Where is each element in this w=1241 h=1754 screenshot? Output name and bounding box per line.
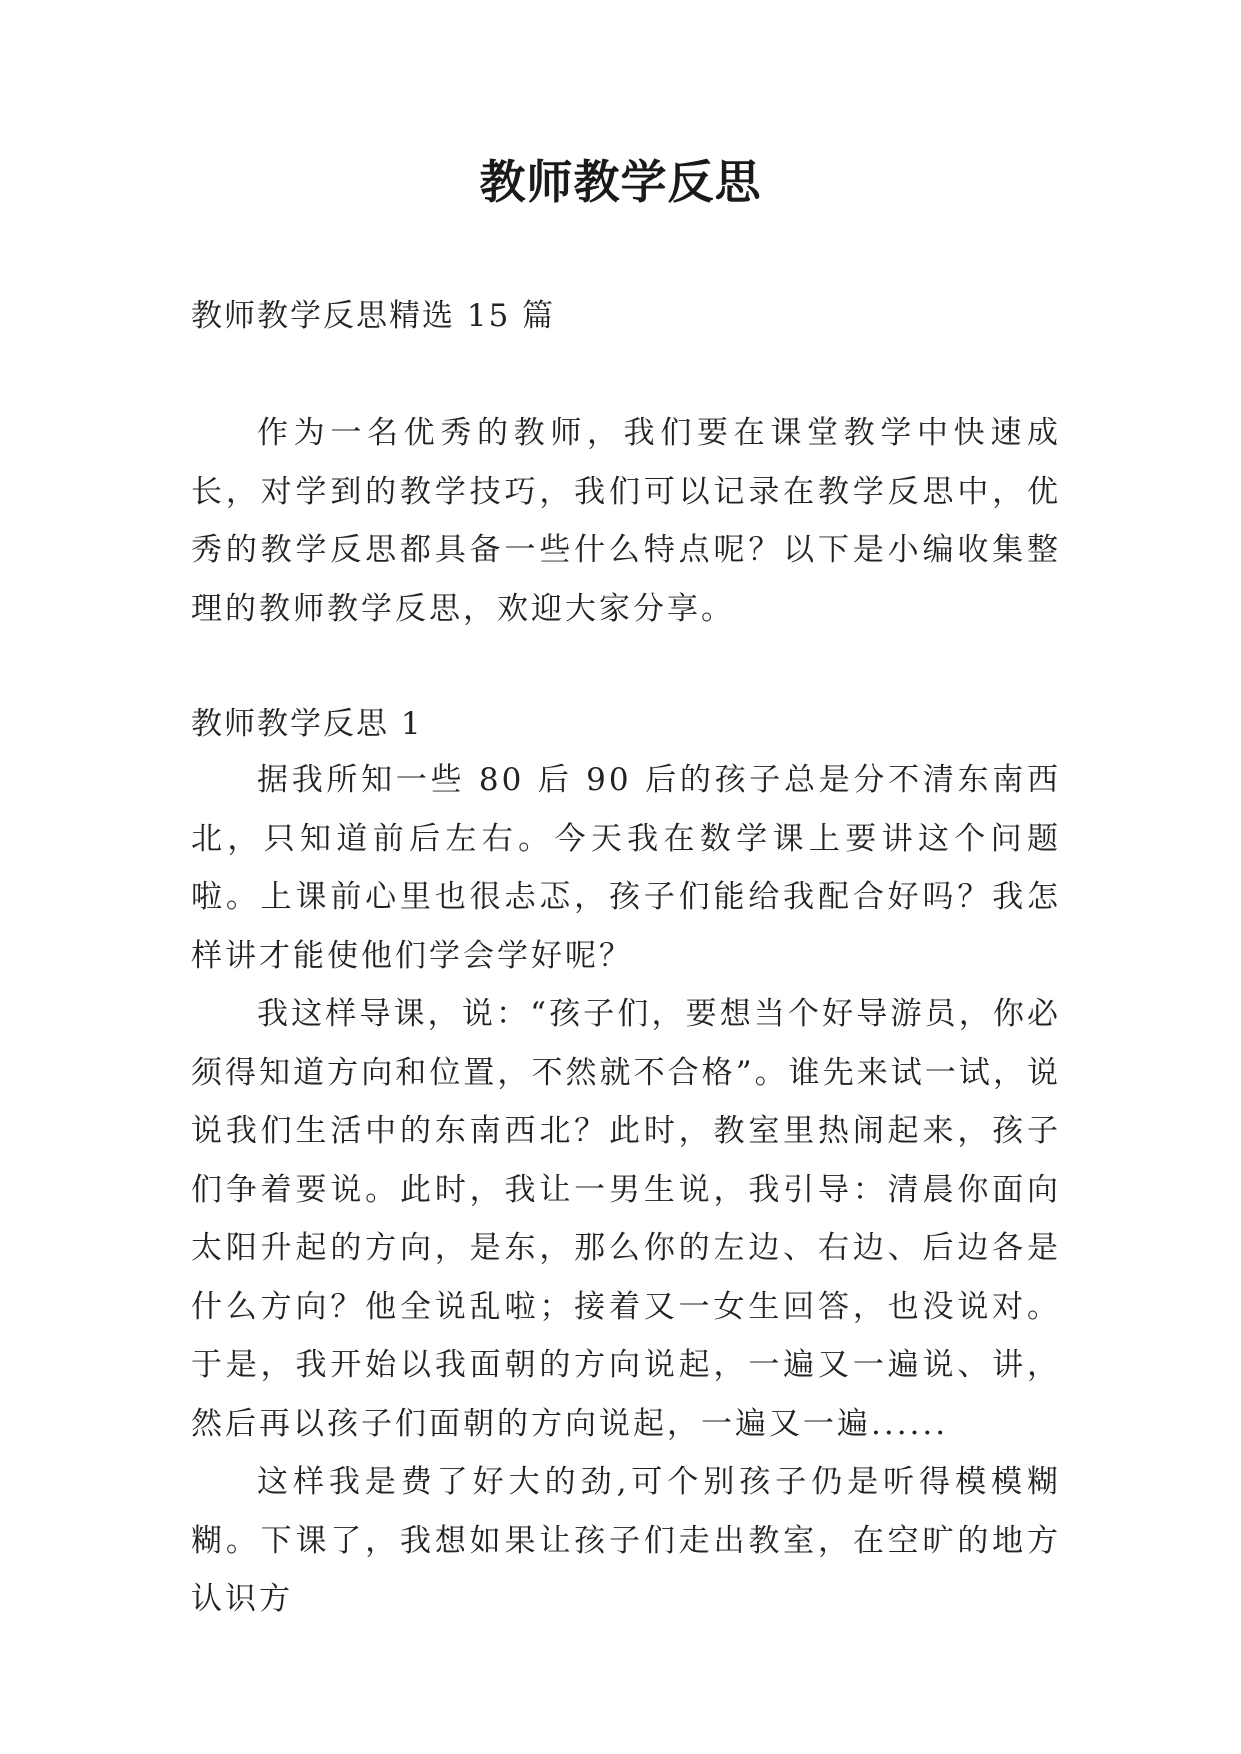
- document-title: 教师教学反思: [479, 155, 762, 209]
- section-heading: 教师教学反思 1: [191, 706, 423, 742]
- body-paragraph: 据我所知一些 80 后 90 后的孩子总是分不清东南西北，只知道前后左右。今天我在数学课上要讲这个问题啦。上课前心里也很忐忑，孩子们能给我配合好吗？我怎样讲才能使他们学会学好呢？: [191, 762, 1061, 974]
- body-paragraph: 我这样导课，说：“孩子们，要想当个好导游员，你必须得知道方向和位置，不然就不合格”。谁先来试一试，说说我们生活中的东南西北？此时，教室里热闹起来，孩子们争着要说。此时，我让一男生说，我引导：清晨你面向太阳升起的方向，是东，那么你的左边、右边、后边各是什么方向？他全说乱啦；接着又一女生回答，也没说对。于是，我开始以我面朝的方向说起，一遍又一遍说、讲，然后再以孩子们面朝的方向说起，一遍又一遍......: [191, 996, 1061, 1442]
- intro-paragraph: 作为一名优秀的教师，我们要在课堂教学中快速成长，对学到的教学技巧，我们可以记录在教学反思中，优秀的教学反思都具备一些什么特点呢？以下是小编收集整理的教师教学反思，欢迎大家分享。: [191, 415, 1061, 627]
- body-paragraph: 这样我是费了好大的劲,可个别孩子仍是听得模模糊糊。下课了，我想如果让孩子们走出教室，在空旷的地方认识方: [191, 1464, 1061, 1617]
- document-subtitle: 教师教学反思精选 15 篇: [191, 298, 556, 334]
